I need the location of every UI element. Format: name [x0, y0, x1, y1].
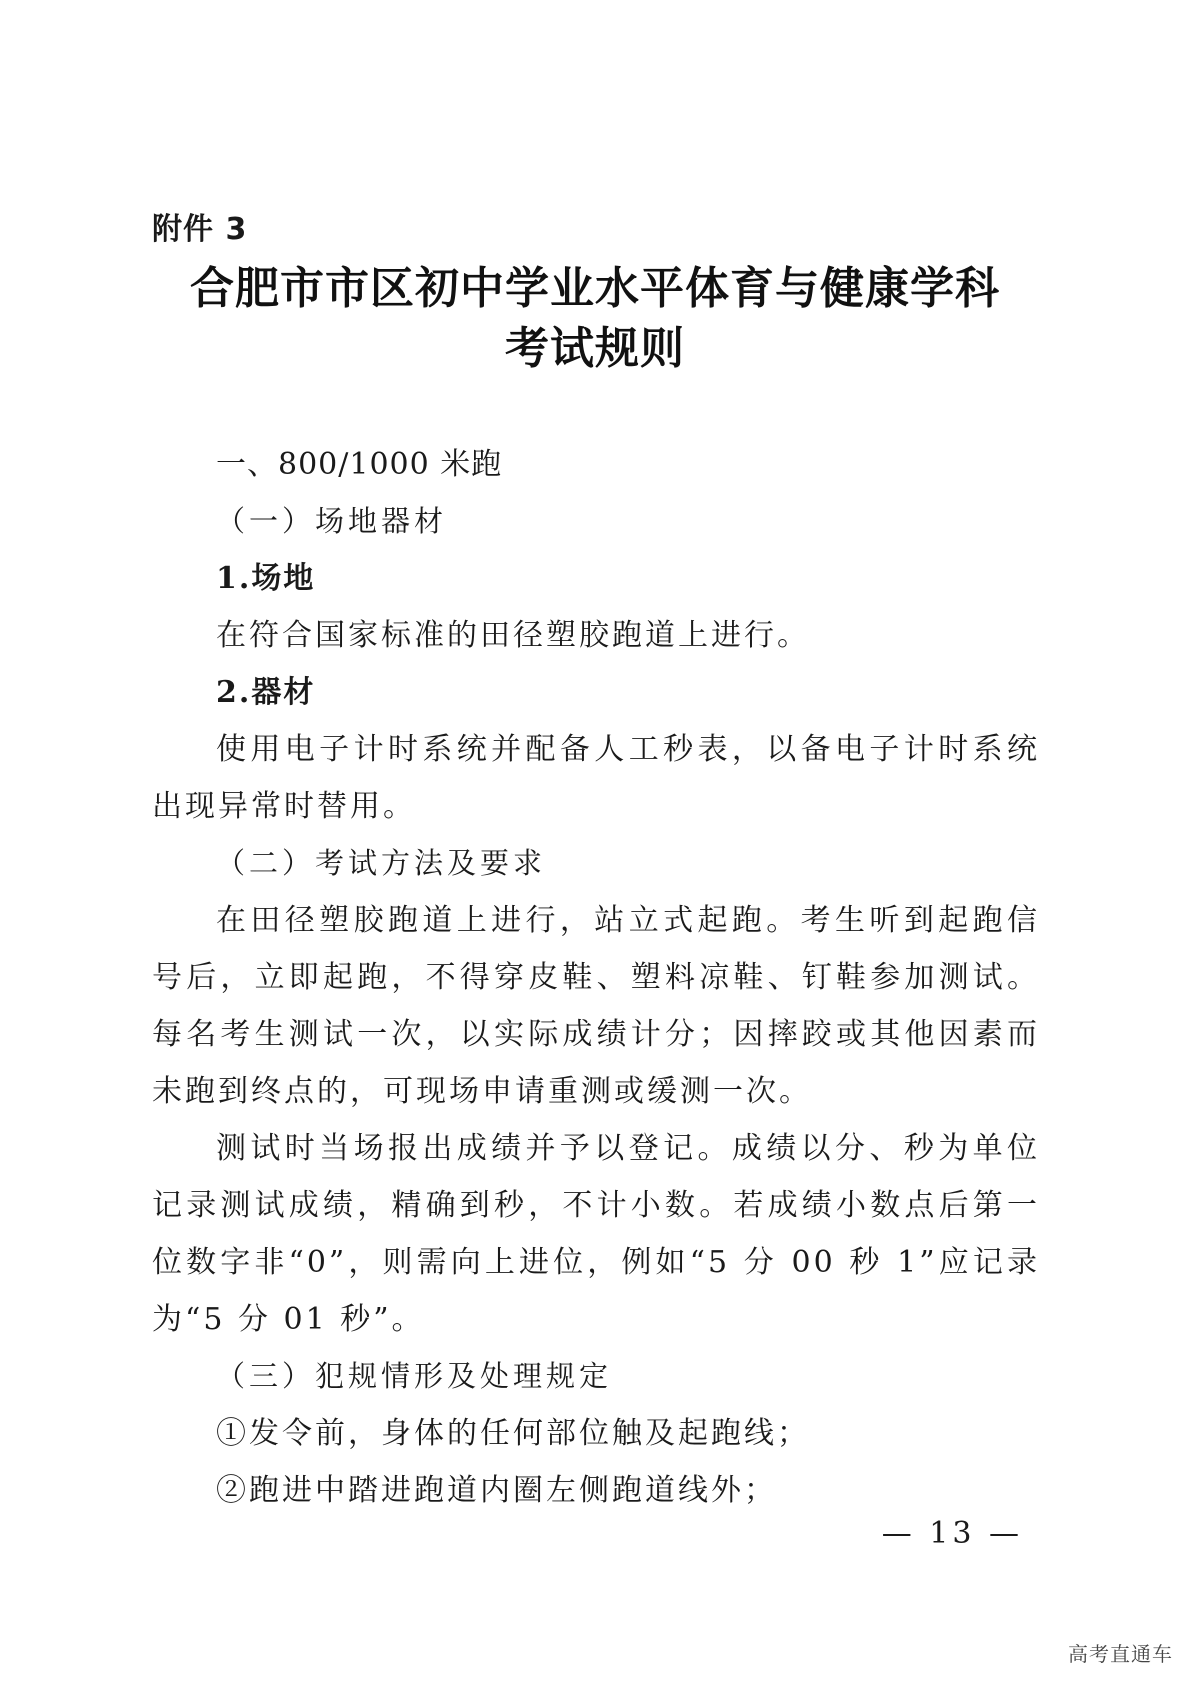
subsection-heading-venue-equipment: （一）场地器材: [216, 504, 448, 538]
document-title-line2: 考试规则: [505, 323, 685, 374]
subsection-heading-method: （二）考试方法及要求: [216, 846, 547, 880]
attachment-label: 附件 3: [152, 212, 248, 247]
page-number: — 13 —: [881, 1516, 1023, 1551]
section-heading: 一、800/1000 米跑: [216, 447, 503, 482]
paragraph-method: 在田径塑胶跑道上进行，站立式起跑。考生听到起跑信号后，立即起跑，不得穿皮鞋、塑料凉鞋、钉鞋参加测试。每名考生测试一次，以实际成绩计分；因摔跤或其他因素而未跑到终点的，可现场申请重测或缓测一次。: [152, 903, 1040, 1109]
list-item-violation-1: ①发令前，身体的任何部位触及起跑线；: [216, 1416, 810, 1451]
subsection-heading-violations: （三）犯规情形及处理规定: [216, 1359, 613, 1393]
paragraph-equipment: 使用电子计时系统并配备人工秒表，以备电子计时系统出现异常时替用。: [152, 732, 1040, 824]
document-title-line1: 合肥市市区初中学业水平体育与健康学科: [190, 263, 1000, 314]
item-heading-equipment: 2.器材: [216, 675, 316, 710]
item-heading-venue: 1.场地: [216, 561, 316, 596]
paragraph-recording: 测试时当场报出成绩并予以登记。成绩以分、秒为单位记录测试成绩，精确到秒，不计小数。若成绩小数点后第一位数字非“0”，则需向上进位，例如“5 分 00 秒 1”应记录为“5 分 01 秒”。: [152, 1131, 1040, 1337]
document-body: [152, 436, 1040, 1519]
watermark-text: 高考直通车: [1068, 1642, 1173, 1666]
paragraph-venue: 在符合国家标准的田径塑胶跑道上进行。: [216, 618, 810, 653]
list-item-violation-2: ②跑进中踏进跑道内圈左侧跑道线外；: [216, 1473, 777, 1508]
